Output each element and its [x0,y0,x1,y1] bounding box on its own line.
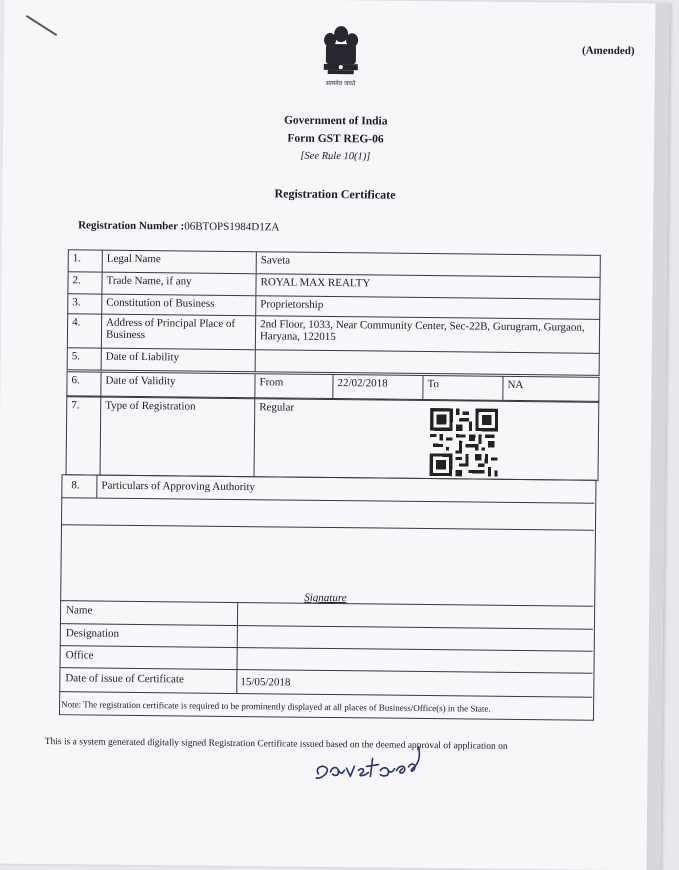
signature-label: Signature [304,591,347,605]
national-emblem-icon [316,24,367,91]
trade-name-value: ROYAL MAX REALTY [256,274,600,300]
issue-date-label: Date of issue of Certificate [65,672,184,686]
emblem-caption: सत्यमेव जयते [325,79,356,88]
address-value: 2nd Floor, 1033, Near Community Center, Sec-22B, Gurugram, Gurgaon, Haryana, 122015 [255,316,599,354]
validity-from-value: 22/02/2018 [333,375,423,400]
registration-type-value: Regular [254,399,599,481]
form-title: Form GST REG-06 [287,132,384,146]
row-number: 5. [67,348,101,370]
row-number: 8. [71,479,80,492]
certificate-title: Registration Certificate [274,186,396,202]
row-number: 2. [68,272,102,294]
row-label: Type of Registration [100,397,255,477]
validity-to-label: To [423,375,503,400]
details-table [67,249,601,376]
registration-number [78,219,279,233]
government-title: Government of India [283,114,388,128]
issue-date-value: 15/05/2018 [240,676,291,689]
liability-date-value [255,350,599,376]
row-label: Constitution of Business [102,294,256,316]
legal-name-value: Saveta [256,252,600,278]
display-note: Note: The registration certificate is required to be prominently displayed at all places of Business/Office(s) in the State. [61,699,491,714]
rule-reference: [See Rule 10(1)] [300,150,371,163]
row-number: 7. [66,397,101,475]
constitution-value: Proprietorship [256,296,600,320]
row-label: Address of Principal Place of Business [101,314,255,350]
table-row [66,397,599,481]
row-number: 4. [67,314,101,348]
row-label: Legal Name [102,250,256,274]
pen-mark [26,15,57,36]
footer-statement: This is a system generated digitally signed Registration Certificate issued based on the deemed approval of application on [44,737,508,752]
registration-number-value: 06BTOPS1984D1ZA [184,220,280,234]
row-label: Particulars of Approving Authority [101,479,256,494]
row-number: 6. [67,372,101,396]
table-row [67,314,599,354]
amended-label: (Amended) [581,44,635,58]
name-label: Name [66,604,93,617]
designation-label: Designation [65,627,120,640]
row-number: 1. [68,250,102,272]
qr-code-icon [430,408,499,477]
registration-type-table [66,396,600,481]
validity-to-value: NA [503,376,599,401]
handwritten-signature [310,736,431,793]
validity-from-label: From [255,374,333,399]
page-edge [646,3,669,870]
row-number: 3. [68,294,102,314]
registration-number-label: Registration Number : [78,219,185,233]
row-label: Trade Name, if any [102,272,256,296]
office-label: Office [65,649,94,662]
row-label: Date of Liability [101,348,255,372]
row-label: Date of Validity [101,372,255,398]
